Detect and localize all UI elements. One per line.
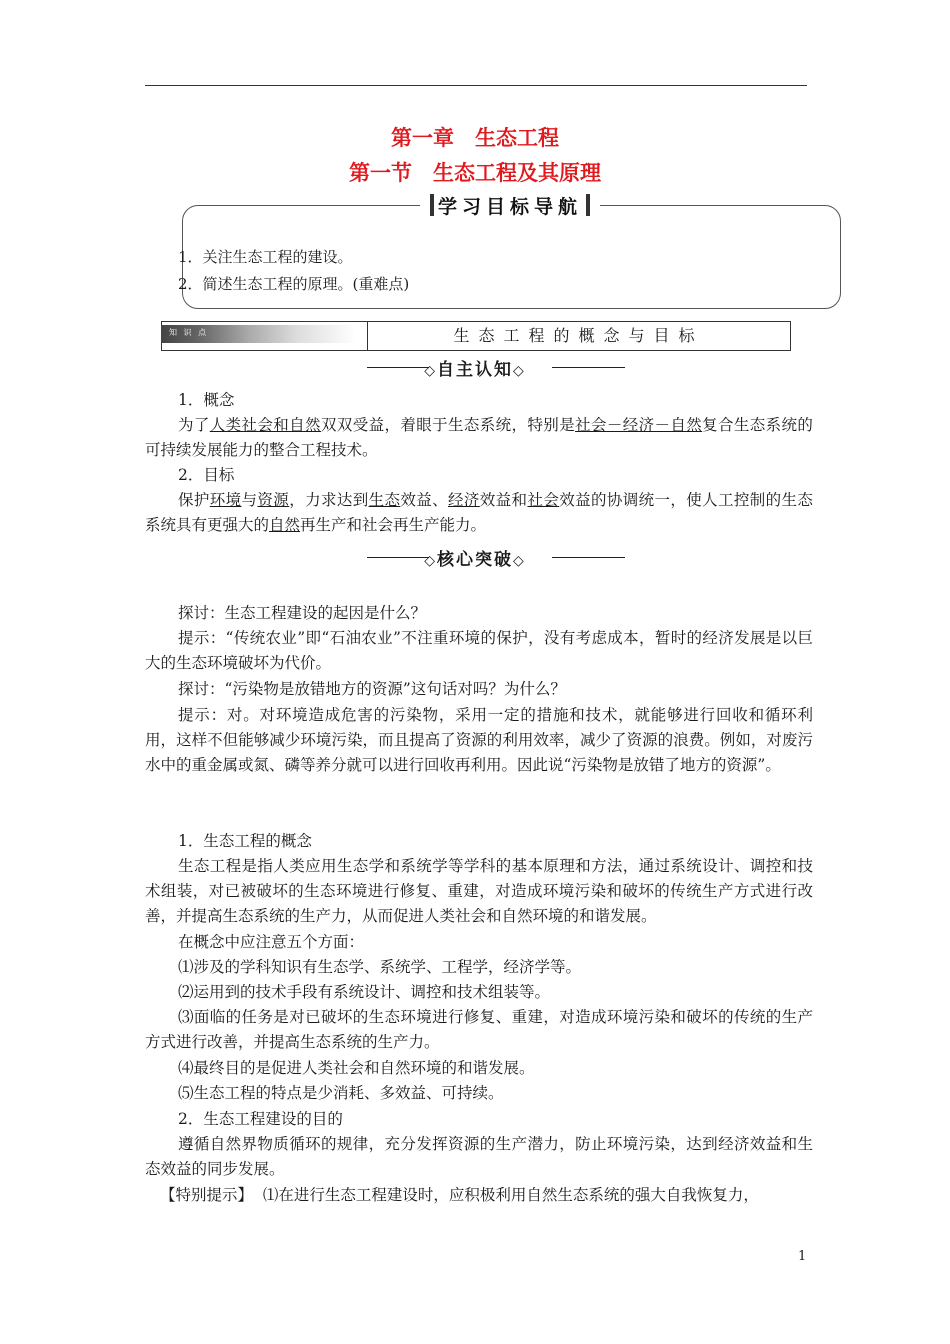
banner-bar-right	[586, 194, 590, 216]
blank-answer: 环境	[209, 491, 242, 509]
blank-answer: 社会	[527, 491, 560, 509]
list-item: ⑸生态工程的特点是少消耗、多效益、可持续。	[178, 1084, 504, 1102]
special-tip-text: ⑴在进行生态工程建设时，应积极利用自然生态系统的强大自我恢复力，	[262, 1186, 759, 1204]
goal-heading: 2．目标	[178, 466, 235, 484]
core-heading-text: 核心突破	[437, 550, 513, 570]
concept-paragraph: 为了人类社会和自然双双受益，着眼于生态系统，特别是社会－经济－自然复合生态系统的可持续发展能力的整合工程技术。	[145, 416, 813, 459]
section-title: 第一节 生态工程及其原理	[349, 161, 601, 185]
special-tip-label: 【特别提示】	[160, 1186, 254, 1204]
list-item: ⑵运用到的技术手段有系统设计、调控和技术组装等。	[178, 983, 551, 1001]
blank-answer: 经济	[448, 491, 480, 509]
blank-answer: 人类社会和自然	[209, 416, 321, 434]
explain-paragraph: 遵循自然界物质循环的规律，充分发挥资源的生产潜力，防止环境污染，达到经济效益和生态效益的同步发展。	[145, 1135, 813, 1178]
blank-answer: 资源	[257, 491, 290, 509]
goal-paragraph: 保护环境与资源，力求达到生态效益、经济效益和社会效益的协调统一，使人工控制的生态系统具有更强大的自然再生产和社会再生产能力。	[145, 491, 813, 534]
self-study-heading-text: 自主认知	[437, 360, 513, 380]
discussion-question: 探讨：生态工程建设的起因是什么？	[178, 604, 427, 622]
discussion-hint: 提示：对。对环境造成危害的污染物，采用一定的措施和技术，就能够进行回收和循环利用，这样不但能够减少环境污染，而且提高了资源的利用效率，减少了资源的浪费。例如，对废污水中的重金属或氮、磷等养分就可以进行回收再利用。因此说“污染物是放错了地方的资源”。	[145, 706, 813, 774]
explain-paragraph: 在概念中应注意五个方面：	[178, 933, 365, 951]
blank-answer: 生态	[368, 491, 401, 509]
explain-heading-concept: 1．生态工程的概念	[178, 832, 312, 850]
list-item: ⑴涉及的学科知识有生态学、系统学、工程学，经济学等。	[178, 958, 582, 976]
list-item: ⑶面临的任务是对已破坏的生态环境进行修复、重建，对造成环境污染和破坏的传统的生产方式进行改善，并提高生态系统的生产力。	[145, 1008, 813, 1051]
list-item: ⑷最终目的是促进人类社会和自然环境的和谐发展。	[178, 1059, 535, 1077]
special-tip	[160, 1183, 820, 1208]
goal-item: 2．简述生态工程的原理。(重难点)	[178, 275, 410, 293]
goal-item: 1．关注生态工程的建设。	[178, 248, 353, 266]
explain-paragraph: 生态工程是指人类应用生态学和系统学等学科的基本原理和方法，通过系统设计、调控和技术组装，对已被破坏的生态环境进行修复、重建，对造成环境污染和破坏的传统生产方式进行改善，并提高生态系统的生产力，从而促进人类社会和自然环境的和谐发展。	[145, 857, 813, 925]
diamond-icon: ◇	[424, 363, 437, 379]
chapter-title: 第一章 生态工程	[391, 126, 559, 150]
knowledge-point-title: 生态工程的概念与目标	[453, 326, 704, 345]
banner-bar-left	[430, 194, 434, 216]
learning-goals-title: 学习目标导航	[438, 195, 583, 218]
self-study-heading	[0, 355, 950, 379]
page-number: 1	[798, 1249, 807, 1264]
diamond-icon: ◇	[513, 553, 526, 569]
discussion-hint: 提示：“传统农业”即“石油农业”不注重环境的保护，没有考虑成本，暂时的经济发展是以巨大的生态环境破坏为代价。	[145, 629, 813, 672]
top-rule	[145, 85, 807, 86]
diamond-icon: ◇	[513, 363, 526, 379]
diamond-icon: ◇	[424, 553, 437, 569]
learning-goals-banner	[420, 190, 600, 220]
knowledge-point-tag	[161, 325, 356, 343]
knowledge-point-tag-text: 知 识 点	[169, 328, 209, 337]
concept-heading: 1．概念	[178, 391, 235, 409]
explain-heading-purpose: 2．生态工程建设的目的	[178, 1110, 343, 1128]
blank-answer: 社会－经济－自然	[575, 416, 703, 434]
blank-answer: 自然	[269, 516, 301, 534]
core-heading	[0, 545, 950, 569]
discussion-question: 探讨：“污染物是放错地方的资源”这句话对吗？为什么？	[178, 680, 566, 698]
